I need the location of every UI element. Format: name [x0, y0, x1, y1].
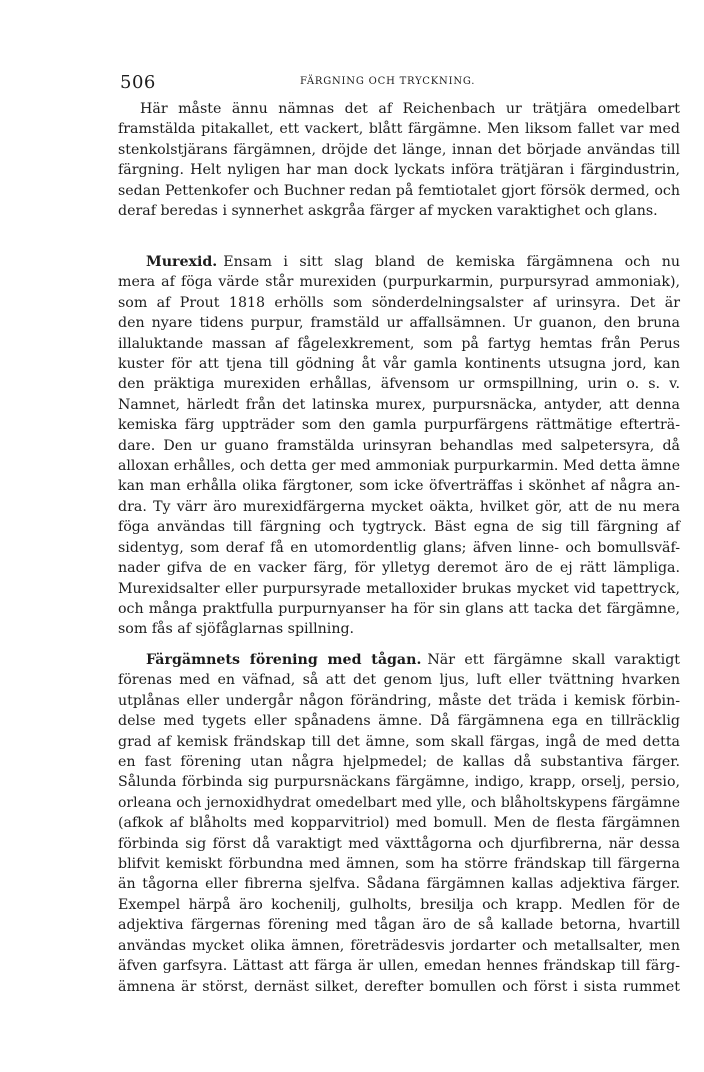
paragraph-murexid — [118, 252, 680, 640]
text-line: förenas med en väfnad, så att det genom ljus, luft eller tvättning hvarken — [118, 672, 680, 689]
text-line-first — [118, 650, 680, 670]
text-line: dra. Ty värr äro murexidfärgerna mycket oäkta, hvilket gör, att de nu mera — [118, 498, 680, 515]
text-line: nader gifva de en vacker färg, för ylletyg deremot äro de ej rätt lämpliga. — [118, 560, 680, 577]
text-line: kuster för att tjena till gödning åt vår gamla kontinents utsugna jord, kan — [118, 356, 680, 373]
text-line: användas mycket olika ämnen, företrädesvis jordarter och metallsalter, men — [118, 937, 680, 954]
text-line: utplånas eller undergår någon förändring, måste det träda i kemisk förbin- — [118, 692, 680, 709]
text-line-first — [118, 252, 680, 272]
text-line: ämnena är störst, dernäst silket, derefter bomullen och först i sista rummet — [118, 978, 680, 995]
text-line: än tågorna eller fibrerna sjelfva. Sådana färgämnen kallas adjektiva färger. — [118, 876, 680, 893]
text-line: stenkolstjärans färgämnen, dröjde det länge, innan det började användas till — [118, 141, 680, 158]
text-line: föga användas till färgning och tygtryck. Bäst egna de sig till färgning af — [118, 519, 680, 536]
paragraph-pitakall — [118, 99, 680, 221]
text-line: och många praktfulla purpurnyanser ha för sin glans att tacka det färgämne, — [118, 600, 680, 617]
text-line: (afkok af blåholts med kopparvitriol) med bomull. Men de flesta färgämnen — [118, 815, 680, 832]
text-line: sidentyg, som deraf få en utomordentlig glans; äfven linne- och bomullsväf- — [118, 539, 680, 556]
text-line: mera af föga värde står murexiden (purpurkarmin, purpursyrad ammoniak), — [118, 274, 680, 291]
text-line: den präktiga murexiden erhållas, äfvensom ur ormspillning, urin o. s. v. — [118, 376, 680, 393]
text-line: dare. Den ur guano framstälda urinsyran behandlas med salpetersyra, då — [118, 437, 680, 454]
text-line: en fast förening utan några hjelpmedel; de kallas då substantiva färger. — [118, 754, 680, 771]
section-heading-forening: Färgämnets förening med tågan. — [146, 652, 422, 668]
page-number: 506 — [120, 72, 156, 93]
text-line: kan man erhålla olika färgtoner, som icke öfverträffas i skönhet af några an- — [118, 478, 680, 495]
text-line: delse med tygets eller spånadens ämne. Då färgämnena ega en tillräcklig — [118, 713, 680, 730]
text-line: färgning. Helt nyligen har man dock lyckats införa trätjäran i färgindustrin, — [118, 162, 680, 179]
text-line: illaluktande massan af fågelexkrement, som på fartyg hemtas från Perus — [118, 335, 680, 352]
text-line: Murexidsalter eller purpursyrade metalloxider brukas mycket vid tapettryck, — [118, 580, 680, 597]
section-heading-murexid: Murexid. — [146, 254, 218, 270]
text-line: grad af kemisk frändskap till det ämne, som skall färgas, ingå de med detta — [118, 733, 680, 750]
text-line: framstälda pitakallet, ett vackert, blått färgämne. Men liksom fallet var med — [118, 121, 680, 138]
text-fragment: När ett färgämne skall varaktigt — [427, 652, 680, 668]
text-line: deraf beredas i synnerhet askgråa färger af mycken varaktighet och glans. — [118, 203, 658, 220]
text-line: Exempel härpå äro kochenilj, gulholts, bresilja och krapp. Medlen för de — [118, 896, 680, 913]
text-line: som fås af sjöfåglarnas spillning. — [118, 621, 355, 638]
text-line: adjektiva färgernas förening med tågan äro de så kallade betorna, hvartill — [118, 917, 680, 934]
text-line: Sålunda förbinda sig purpursnäckans färgämne, indigo, krapp, orselj, persio, — [118, 774, 680, 791]
text-line: Här måste ännu nämnas det af Reichenbach ur trätjära omedelbart — [140, 101, 680, 117]
text-line: förbinda sig först då varaktigt med växttågorna och djurfibrerna, när dessa — [118, 835, 680, 852]
text-line: orleana och jernoxidhydrat omedelbart med ylle, och blåholtskypens färgämne — [118, 794, 680, 811]
text-line: som af Prout 1818 erhölls som sönderdelningsalster af urinsyra. Det är — [118, 294, 680, 311]
text-fragment: Ensam i sitt slag bland de kemiska färgämnena och nu — [223, 254, 680, 270]
paragraph-forening — [118, 650, 680, 997]
text-line: kemiska färg uppträder som den gamla purpurfärgens rättmätige efterträ- — [118, 417, 680, 434]
text-line: äfven garfsyra. Lättast att färga är ullen, emedan hennes frändskap till färg- — [118, 958, 680, 975]
text-line: Namnet, härledt från det latinska murex, purpursnäcka, antyder, att denna — [118, 396, 680, 413]
text-line: blifvit kemiskt förbundna med ämnen, som ha större frändskap till färgerna — [118, 856, 680, 873]
text-line: den nyare tidens purpur, framstäld ur affallsämnen. Ur guanon, den bruna — [118, 315, 680, 332]
running-head: FÄRGNING OCH TRYCKNING. — [300, 76, 476, 87]
text-line: alloxan erhålles, och detta ger med ammoniak purpurkarmin. Med detta ämne — [118, 458, 680, 475]
text-line: sedan Pettenkofer och Buchner redan på femtiotalet gjort försök dermed, och — [118, 182, 680, 199]
